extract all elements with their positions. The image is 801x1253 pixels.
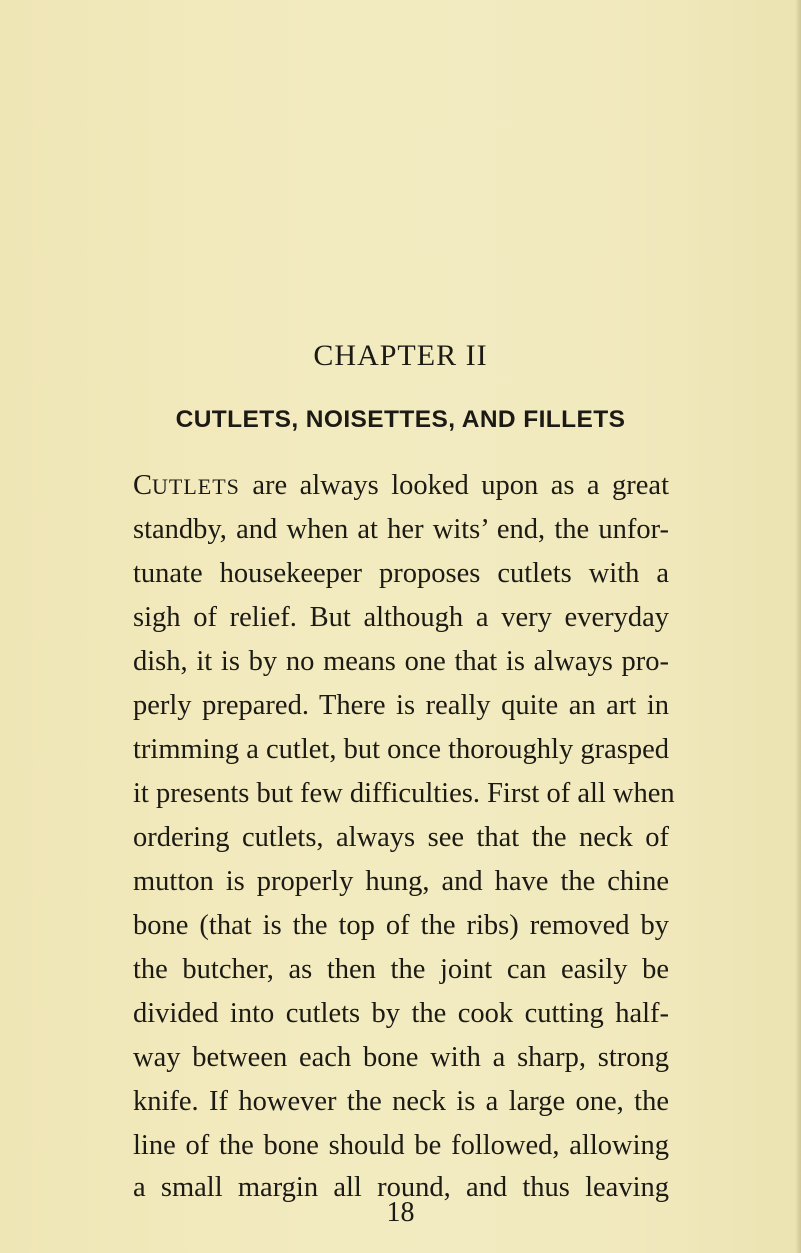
lead-word-small-caps: UTLETS <box>152 474 240 499</box>
body-line: trimming a cutlet, but once thoroughly grasped <box>133 734 669 765</box>
body-line: tunate housekeeper proposes cutlets with a <box>133 558 669 589</box>
body-line-text: are always looked upon as a great <box>239 470 669 501</box>
body-line: line of the bone should be followed, allowing <box>133 1130 669 1161</box>
body-line: standby, and when at her wits’ end, the unfor- <box>133 514 669 545</box>
page-edge-shadow <box>795 0 801 1253</box>
body-line: ordering cutlets, always see that the neck of <box>133 822 669 853</box>
body-line: mutton is properly hung, and have the chine <box>133 866 669 897</box>
body-line: bone (that is the top of the ribs) removed by <box>133 910 669 941</box>
chapter-number: CHAPTER II <box>313 339 488 372</box>
body-line: way between each bone with a sharp, strong <box>133 1042 669 1073</box>
page-number: 18 <box>386 1197 415 1228</box>
body-line: knife. If however the neck is a large one, the <box>133 1086 669 1117</box>
chapter-title: CUTLETS, NOISETTES, AND FILLETS <box>175 406 626 433</box>
body-line: sigh of relief. But although a very everyday <box>133 602 669 633</box>
body-line: divided into cutlets by the cook cutting half- <box>133 998 669 1029</box>
body-line: a small margin all round, and thus leaving <box>133 1172 669 1203</box>
body-line: dish, it is by no means one that is always pro- <box>133 646 669 677</box>
body-line: perly prepared. There is really quite an art in <box>133 690 669 721</box>
body-line: it presents but few difficulties. First of all when <box>133 778 675 809</box>
body-line <box>133 464 669 508</box>
body-line: the butcher, as then the joint can easily be <box>133 954 669 985</box>
lead-word-initial: C <box>133 470 153 501</box>
